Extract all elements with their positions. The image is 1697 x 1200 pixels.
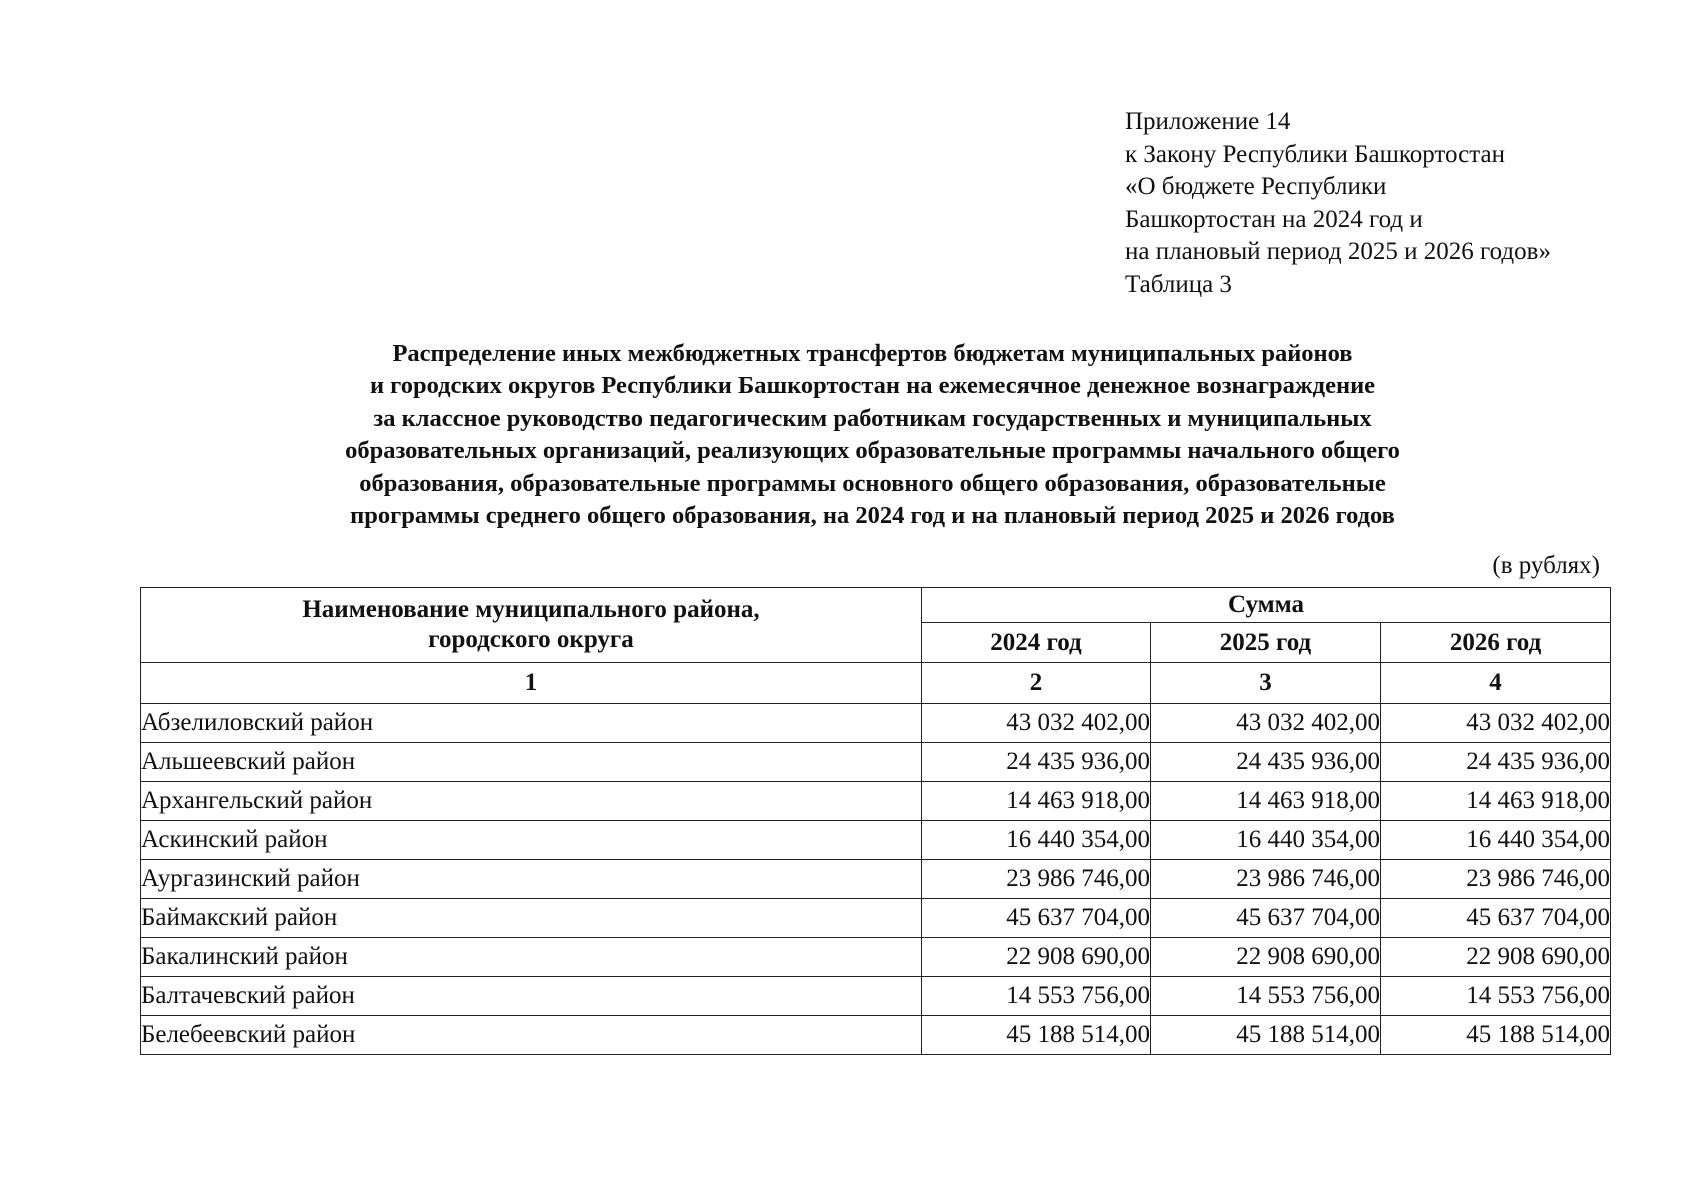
district-name: Аскинский район [141,821,922,860]
annex-line: к Закону Республики Башкортостан [1125,140,1505,168]
year-header-2024: 2024 год [922,623,1151,663]
column-number: 1 [141,663,922,704]
title-line: и городских округов Республики Башкортостан на ежемесячное денежное вознаграждение [369,372,1376,400]
amount-2026: 23 986 746,00 [1381,860,1611,899]
annex-line: Приложение 14 [1125,108,1291,135]
amount-2025: 45 188 514,00 [1151,1016,1381,1055]
year-header-2025: 2025 год [1151,623,1381,663]
table-row [141,860,1611,899]
amount-2024: 16 440 354,00 [922,821,1151,860]
amount-2026: 43 032 402,00 [1381,704,1611,743]
amount-2025: 24 435 936,00 [1151,743,1381,782]
document-title [240,338,1505,532]
table-number: Таблица 3 [1125,270,1232,298]
table-row [141,821,1611,860]
table-row [141,899,1611,938]
amount-2024: 22 908 690,00 [922,938,1151,977]
amount-2026: 45 188 514,00 [1381,1016,1611,1055]
title-line: программы среднего общего образования, на 2024 год и на плановый период 2025 и 2026 годов [350,502,1395,530]
amount-2026: 16 440 354,00 [1381,821,1611,860]
name-header-line: Наименование муниципального района, [302,596,760,623]
district-name: Аургазинский район [141,860,922,899]
district-name: Альшеевский район [141,743,922,782]
name-header-line: городского округа [428,626,634,653]
table-row [141,743,1611,782]
amount-2024: 45 637 704,00 [922,899,1151,938]
title-line: Распределение иных межбюджетных трансфертов бюджетам муниципальных районов [392,340,1353,367]
district-name: Абзелиловский район [141,704,922,743]
sum-header: Сумма [922,588,1611,623]
transfers-table [140,587,1611,1055]
name-column-header [141,588,922,663]
amount-2026: 24 435 936,00 [1381,743,1611,782]
amount-2025: 16 440 354,00 [1151,821,1381,860]
district-name: Бакалинский район [141,938,922,977]
amount-2024: 43 032 402,00 [922,704,1151,743]
district-name: Баймакский район [141,899,922,938]
amount-2025: 45 637 704,00 [1151,899,1381,938]
table-row [141,782,1611,821]
amount-2025: 14 463 918,00 [1151,782,1381,821]
column-number: 3 [1151,663,1381,704]
amount-2025: 23 986 746,00 [1151,860,1381,899]
amount-2025: 22 908 690,00 [1151,938,1381,977]
amount-2024: 14 463 918,00 [922,782,1151,821]
title-line: образования, образовательные программы основного общего образования, образовательные [359,469,1386,497]
title-line: за классное руководство педагогическим работникам государственных и муниципальных [373,404,1372,432]
amount-2026: 14 463 918,00 [1381,782,1611,821]
district-name: Белебеевский район [141,1016,922,1055]
annex-line: на плановый период 2025 и 2026 годов» [1125,238,1551,265]
amount-2024: 23 986 746,00 [922,860,1151,899]
amount-2025: 43 032 402,00 [1151,704,1381,743]
amount-2025: 14 553 756,00 [1151,977,1381,1016]
amount-2026: 14 553 756,00 [1381,977,1611,1016]
annex-line: Башкортостан на 2024 год и [1125,205,1423,233]
table-row [141,977,1611,1016]
title-line: образовательных организаций, реализующих образовательные программы начального общего [345,437,1400,465]
column-number: 2 [922,663,1151,704]
district-name: Балтачевский район [141,977,922,1016]
amount-2026: 45 637 704,00 [1381,899,1611,938]
table-row [141,938,1611,977]
amount-2024: 45 188 514,00 [922,1016,1151,1055]
annex-header [1125,106,1551,301]
column-number: 4 [1381,663,1611,704]
annex-line: «О бюджете Республики [1125,173,1387,200]
amount-2024: 14 553 756,00 [922,977,1151,1016]
district-name: Архангельский район [141,782,922,821]
unit-label: (в рублях) [1492,552,1600,579]
table-row [141,1016,1611,1055]
table-row [141,704,1611,743]
year-header-2026: 2026 год [1381,623,1611,663]
amount-2026: 22 908 690,00 [1381,938,1611,977]
amount-2024: 24 435 936,00 [922,743,1151,782]
